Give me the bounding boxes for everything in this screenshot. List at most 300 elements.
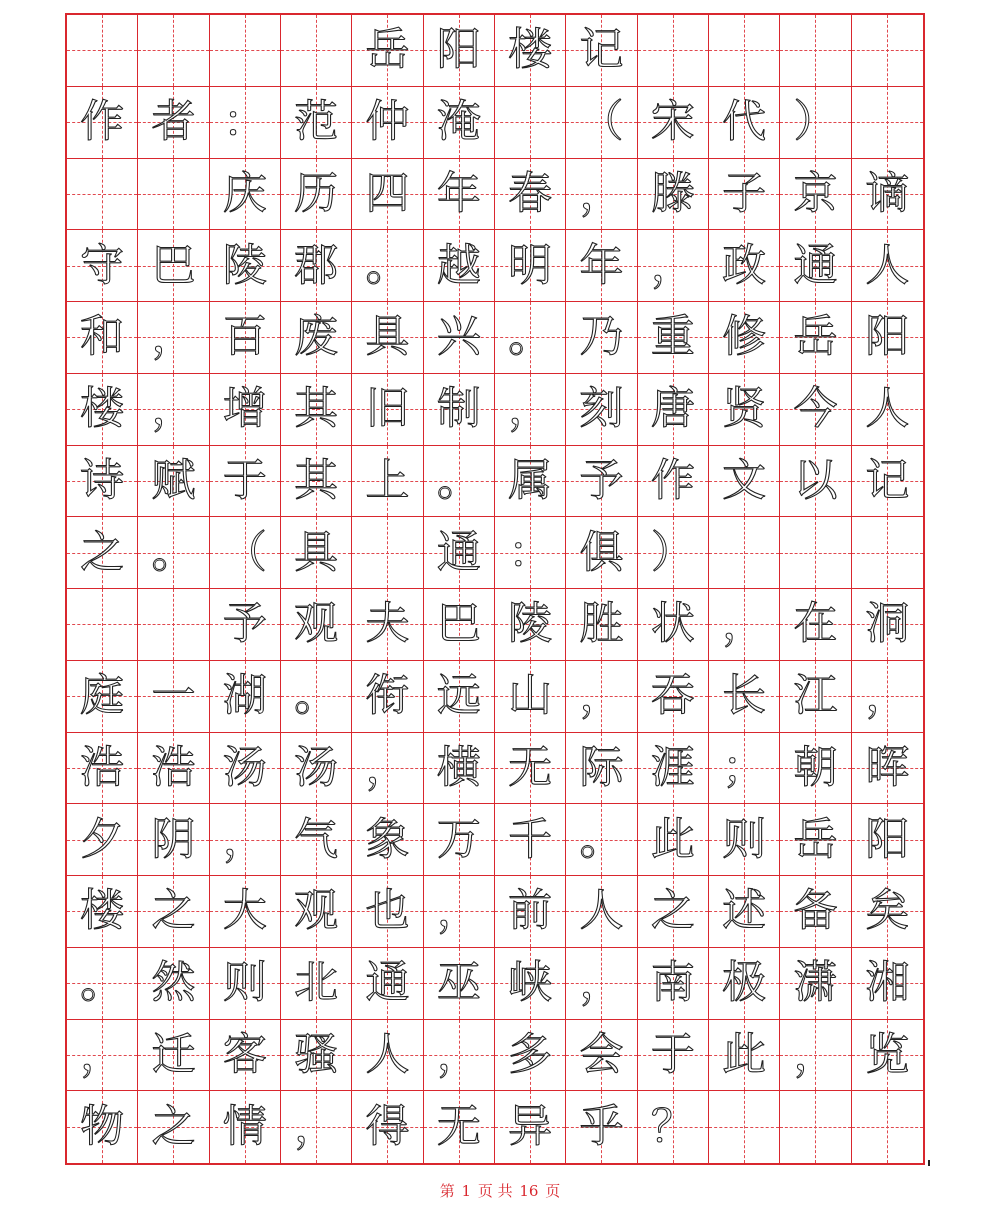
grid-character: 通 xyxy=(365,957,410,1009)
grid-character: 陵 xyxy=(222,239,267,291)
grid-character: 朝 xyxy=(793,741,838,793)
grid-cell xyxy=(67,661,138,733)
grid-cell xyxy=(709,230,780,302)
grid-cell xyxy=(495,15,566,87)
grid-cell xyxy=(709,948,780,1020)
grid-character: 然 xyxy=(151,957,196,1009)
grid-cell xyxy=(566,374,637,446)
grid-character: ， xyxy=(650,239,695,291)
grid-cell xyxy=(852,446,923,518)
grid-cell xyxy=(210,159,281,231)
grid-character: 气 xyxy=(294,813,339,865)
grid-cell xyxy=(138,230,209,302)
grid-character: 其 xyxy=(294,454,339,506)
grid-cell xyxy=(281,948,352,1020)
grid-character: 汤 xyxy=(294,741,339,793)
grid-cell xyxy=(424,876,495,948)
grid-character: 。 xyxy=(365,239,410,291)
grid-cell xyxy=(852,589,923,661)
grid-character: 者 xyxy=(151,96,196,148)
grid-character: ， xyxy=(80,1028,125,1080)
grid-character: 上 xyxy=(365,454,410,506)
grid-cell xyxy=(852,1020,923,1092)
grid-character: 谪 xyxy=(865,167,910,219)
grid-cell xyxy=(638,1020,709,1092)
grid-character: 俱 xyxy=(579,526,624,578)
grid-character: 年 xyxy=(436,167,481,219)
grid-cell xyxy=(780,661,851,733)
footer-suffix: 页 xyxy=(545,1182,561,1200)
grid-character: ， xyxy=(508,383,553,435)
grid-character: 湖 xyxy=(222,670,267,722)
grid-character: 客 xyxy=(222,1028,267,1080)
grid-character: 人 xyxy=(579,885,624,937)
grid-character: ， xyxy=(151,383,196,435)
grid-character: 则 xyxy=(222,957,267,1009)
grid-character: 仲 xyxy=(365,96,410,148)
footer-current-page: 1 xyxy=(461,1182,472,1200)
grid-cell xyxy=(281,87,352,159)
grid-cell xyxy=(67,87,138,159)
grid-cell xyxy=(352,87,423,159)
grid-character: 岳 xyxy=(365,24,410,76)
grid-cell xyxy=(709,1091,780,1163)
grid-cell xyxy=(566,230,637,302)
grid-cell xyxy=(566,302,637,374)
grid-character: ， xyxy=(793,1028,838,1080)
grid-cell xyxy=(424,733,495,805)
grid-cell xyxy=(352,1091,423,1163)
footer-middle: 页 共 xyxy=(477,1182,513,1200)
grid-character: 物 xyxy=(80,1101,125,1153)
grid-cell xyxy=(495,87,566,159)
grid-character: （ xyxy=(222,526,267,578)
grid-character: 际 xyxy=(579,741,624,793)
grid-cell xyxy=(638,589,709,661)
grid-cell xyxy=(638,15,709,87)
grid-cell xyxy=(210,661,281,733)
grid-character: 万 xyxy=(436,813,481,865)
grid-cell xyxy=(138,876,209,948)
grid-cell xyxy=(424,1091,495,1163)
grid-character: 潇 xyxy=(793,957,838,1009)
grid-character: 。 xyxy=(294,670,339,722)
grid-cell xyxy=(210,804,281,876)
grid-character: ， xyxy=(151,311,196,363)
grid-cell xyxy=(638,1091,709,1163)
grid-character: 贤 xyxy=(722,383,767,435)
grid-cell xyxy=(566,876,637,948)
grid-cell xyxy=(424,87,495,159)
grid-cell xyxy=(67,230,138,302)
grid-cell xyxy=(281,517,352,589)
grid-cell xyxy=(352,446,423,518)
grid-character: ， xyxy=(294,1101,339,1153)
grid-character: 在 xyxy=(793,598,838,650)
grid-character: 人 xyxy=(865,383,910,435)
grid-cell xyxy=(709,517,780,589)
grid-cell xyxy=(138,159,209,231)
grid-character: 巴 xyxy=(151,239,196,291)
grid-character: 情 xyxy=(222,1101,267,1153)
grid-character: 远 xyxy=(436,670,481,722)
grid-character: 衔 xyxy=(365,670,410,722)
grid-character: 属 xyxy=(508,454,553,506)
grid-character: 异 xyxy=(508,1101,553,1153)
grid-character: ） xyxy=(793,96,838,148)
grid-cell xyxy=(281,446,352,518)
grid-cell xyxy=(852,159,923,231)
grid-character: 山 xyxy=(508,670,553,722)
grid-cell xyxy=(424,374,495,446)
grid-character: 赋 xyxy=(151,454,196,506)
grid-cell xyxy=(780,517,851,589)
grid-cell xyxy=(638,374,709,446)
grid-cell xyxy=(638,302,709,374)
grid-character: 春 xyxy=(508,167,553,219)
grid-cell xyxy=(281,589,352,661)
grid-cell xyxy=(67,159,138,231)
grid-cell xyxy=(566,1020,637,1092)
grid-character: 象 xyxy=(365,813,410,865)
grid-cell xyxy=(424,446,495,518)
grid-cell xyxy=(638,876,709,948)
grid-cell xyxy=(566,589,637,661)
grid-cell xyxy=(852,733,923,805)
grid-cell xyxy=(352,661,423,733)
grid-cell xyxy=(566,15,637,87)
grid-character: ， xyxy=(436,885,481,937)
grid-cell xyxy=(495,661,566,733)
grid-cell xyxy=(852,948,923,1020)
grid-cell xyxy=(709,733,780,805)
grid-cell xyxy=(709,374,780,446)
grid-cell xyxy=(281,230,352,302)
grid-character: 多 xyxy=(508,1028,553,1080)
grid-character: 记 xyxy=(865,454,910,506)
grid-character: 之 xyxy=(151,885,196,937)
grid-cell xyxy=(424,159,495,231)
grid-character: 洞 xyxy=(865,598,910,650)
grid-cell xyxy=(852,1091,923,1163)
grid-character: 旧 xyxy=(365,383,410,435)
grid-character: 阴 xyxy=(151,813,196,865)
grid-cell xyxy=(780,1020,851,1092)
grid-cell xyxy=(852,230,923,302)
grid-cell xyxy=(210,589,281,661)
grid-cell xyxy=(352,876,423,948)
grid-character: 越 xyxy=(436,239,481,291)
grid-cell xyxy=(638,446,709,518)
grid-character: ？ xyxy=(650,1101,695,1153)
grid-character: 文 xyxy=(722,454,767,506)
corner-mark xyxy=(928,1160,930,1166)
grid-character: 。 xyxy=(579,813,624,865)
grid-cell xyxy=(210,1020,281,1092)
grid-cell xyxy=(424,517,495,589)
grid-cell xyxy=(709,446,780,518)
grid-character: 京 xyxy=(793,167,838,219)
grid-character: 长 xyxy=(722,670,767,722)
grid-character: ， xyxy=(579,957,624,1009)
grid-character: 人 xyxy=(365,1028,410,1080)
grid-cell xyxy=(780,302,851,374)
grid-cell xyxy=(281,661,352,733)
grid-cell xyxy=(566,517,637,589)
grid-cell xyxy=(138,87,209,159)
grid-cell xyxy=(566,804,637,876)
grid-cell xyxy=(424,15,495,87)
grid-cell xyxy=(210,948,281,1020)
grid-cell xyxy=(495,948,566,1020)
grid-cell xyxy=(138,302,209,374)
grid-cell xyxy=(852,517,923,589)
grid-character: 浩 xyxy=(151,741,196,793)
grid-cell xyxy=(352,302,423,374)
grid-cell xyxy=(138,15,209,87)
grid-character: 通 xyxy=(436,526,481,578)
grid-cell xyxy=(210,15,281,87)
grid-cell xyxy=(67,1020,138,1092)
grid-character: 之 xyxy=(650,885,695,937)
grid-cell xyxy=(281,159,352,231)
grid-cell xyxy=(138,1020,209,1092)
grid-character: ， xyxy=(579,670,624,722)
grid-character: 涯 xyxy=(650,741,695,793)
grid-cell xyxy=(495,517,566,589)
grid-character: 大 xyxy=(222,885,267,937)
grid-character: 历 xyxy=(294,167,339,219)
grid-cell xyxy=(67,374,138,446)
grid-cell xyxy=(709,876,780,948)
grid-cell xyxy=(495,374,566,446)
grid-cell xyxy=(638,661,709,733)
grid-cell xyxy=(210,733,281,805)
grid-cell xyxy=(780,446,851,518)
grid-cell xyxy=(495,589,566,661)
grid-character: 楼 xyxy=(508,24,553,76)
grid-cell xyxy=(495,230,566,302)
grid-character: 具 xyxy=(294,526,339,578)
grid-character: 骚 xyxy=(294,1028,339,1080)
grid-cell xyxy=(495,446,566,518)
grid-cell xyxy=(780,159,851,231)
grid-character: 守 xyxy=(80,239,125,291)
grid-character: 兴 xyxy=(436,311,481,363)
grid-cell xyxy=(281,876,352,948)
grid-character: 备 xyxy=(793,885,838,937)
grid-cell xyxy=(709,1020,780,1092)
grid-character: 晖 xyxy=(865,741,910,793)
grid-character: 南 xyxy=(650,957,695,1009)
grid-cell xyxy=(709,804,780,876)
grid-character: 作 xyxy=(80,96,125,148)
grid-character: 夕 xyxy=(80,813,125,865)
grid-character: ， xyxy=(222,813,267,865)
grid-character: 无 xyxy=(436,1101,481,1153)
grid-character: 通 xyxy=(793,239,838,291)
grid-cell xyxy=(566,446,637,518)
grid-character: 此 xyxy=(722,1028,767,1080)
grid-character: 一 xyxy=(151,670,196,722)
grid-cell xyxy=(780,374,851,446)
grid-character: 楼 xyxy=(80,885,125,937)
grid-cell xyxy=(495,804,566,876)
grid-character: 之 xyxy=(151,1101,196,1153)
grid-character: 年 xyxy=(579,239,624,291)
grid-cell xyxy=(780,876,851,948)
grid-cell xyxy=(424,230,495,302)
grid-character: 千 xyxy=(508,813,553,865)
grid-character: 和 xyxy=(80,311,125,363)
grid-character: 横 xyxy=(436,741,481,793)
grid-cell xyxy=(352,1020,423,1092)
grid-cell xyxy=(281,1020,352,1092)
grid-cell xyxy=(352,159,423,231)
grid-cell xyxy=(638,87,709,159)
grid-character: 汤 xyxy=(222,741,267,793)
grid-cell xyxy=(352,804,423,876)
grid-cell xyxy=(281,374,352,446)
grid-cell xyxy=(352,948,423,1020)
grid-character: 极 xyxy=(722,957,767,1009)
grid-cell xyxy=(780,87,851,159)
grid-cell xyxy=(67,446,138,518)
grid-cell xyxy=(352,374,423,446)
grid-cell xyxy=(210,876,281,948)
grid-character: 庆 xyxy=(222,167,267,219)
grid-cell xyxy=(210,1091,281,1163)
grid-character: （ xyxy=(579,96,624,148)
grid-character: 诗 xyxy=(80,454,125,506)
grid-cell xyxy=(852,302,923,374)
grid-cell xyxy=(852,804,923,876)
grid-character: 则 xyxy=(722,813,767,865)
grid-character: 也 xyxy=(365,885,410,937)
grid-cell xyxy=(566,87,637,159)
grid-character: ， xyxy=(436,1028,481,1080)
grid-cell xyxy=(495,302,566,374)
grid-cell xyxy=(352,733,423,805)
grid-cell xyxy=(67,302,138,374)
grid-character: 巫 xyxy=(436,957,481,1009)
grid-cell xyxy=(424,302,495,374)
grid-character: 观 xyxy=(294,598,339,650)
grid-character: 之 xyxy=(80,526,125,578)
grid-character: 代 xyxy=(722,96,767,148)
grid-cell xyxy=(495,1091,566,1163)
grid-character: 制 xyxy=(436,383,481,435)
grid-cell xyxy=(138,733,209,805)
grid-cell xyxy=(638,517,709,589)
grid-cell xyxy=(210,446,281,518)
grid-character: 得 xyxy=(365,1101,410,1153)
grid-cell xyxy=(566,948,637,1020)
grid-character: 楼 xyxy=(80,383,125,435)
grid-character: 其 xyxy=(294,383,339,435)
tianzige-grid-frame xyxy=(65,13,925,1165)
grid-cell xyxy=(852,15,923,87)
grid-character: 览 xyxy=(865,1028,910,1080)
grid-cell xyxy=(709,87,780,159)
grid-character: 迁 xyxy=(151,1028,196,1080)
character-grid xyxy=(67,15,923,1163)
grid-character: 状 xyxy=(650,598,695,650)
grid-cell xyxy=(424,948,495,1020)
grid-character: 重 xyxy=(650,311,695,363)
grid-character: 淹 xyxy=(436,96,481,148)
grid-character: 岳 xyxy=(793,813,838,865)
grid-character: 今 xyxy=(793,383,838,435)
grid-cell xyxy=(210,230,281,302)
grid-character: 宋 xyxy=(650,96,695,148)
grid-character: 于 xyxy=(650,1028,695,1080)
grid-character: 阳 xyxy=(865,311,910,363)
grid-character: 予 xyxy=(222,598,267,650)
grid-cell xyxy=(67,517,138,589)
grid-cell xyxy=(852,661,923,733)
grid-cell xyxy=(281,302,352,374)
grid-cell xyxy=(852,876,923,948)
grid-character: ， xyxy=(722,598,767,650)
grid-character: 北 xyxy=(294,957,339,1009)
grid-character: 。 xyxy=(436,454,481,506)
grid-cell xyxy=(566,1091,637,1163)
grid-cell xyxy=(67,15,138,87)
grid-cell xyxy=(638,804,709,876)
grid-character: ： xyxy=(508,526,553,578)
grid-cell xyxy=(67,589,138,661)
grid-character: 具 xyxy=(365,311,410,363)
grid-character: 乃 xyxy=(579,311,624,363)
grid-character: 增 xyxy=(222,383,267,435)
grid-cell xyxy=(780,15,851,87)
grid-cell xyxy=(210,517,281,589)
grid-character: 前 xyxy=(508,885,553,937)
grid-cell xyxy=(424,589,495,661)
grid-character: ： xyxy=(222,96,267,148)
grid-cell xyxy=(709,589,780,661)
grid-cell xyxy=(780,589,851,661)
grid-cell xyxy=(424,804,495,876)
grid-cell xyxy=(138,517,209,589)
grid-character: 观 xyxy=(294,885,339,937)
grid-cell xyxy=(67,948,138,1020)
grid-character: 。 xyxy=(508,311,553,363)
footer-prefix: 第 xyxy=(439,1182,455,1200)
grid-cell xyxy=(352,230,423,302)
grid-character: 湘 xyxy=(865,957,910,1009)
grid-character: ， xyxy=(579,167,624,219)
grid-cell xyxy=(352,517,423,589)
grid-cell xyxy=(138,374,209,446)
grid-cell xyxy=(210,302,281,374)
grid-character: ， xyxy=(365,741,410,793)
grid-cell xyxy=(780,733,851,805)
grid-cell xyxy=(281,15,352,87)
page-footer xyxy=(0,1180,1000,1201)
grid-cell xyxy=(210,87,281,159)
grid-cell xyxy=(67,733,138,805)
grid-cell xyxy=(352,15,423,87)
grid-character: 岳 xyxy=(793,311,838,363)
grid-cell xyxy=(424,661,495,733)
grid-character: 政 xyxy=(722,239,767,291)
grid-character: 胜 xyxy=(579,598,624,650)
grid-character: 百 xyxy=(222,311,267,363)
grid-character: 无 xyxy=(508,741,553,793)
grid-character: 乎 xyxy=(579,1101,624,1153)
